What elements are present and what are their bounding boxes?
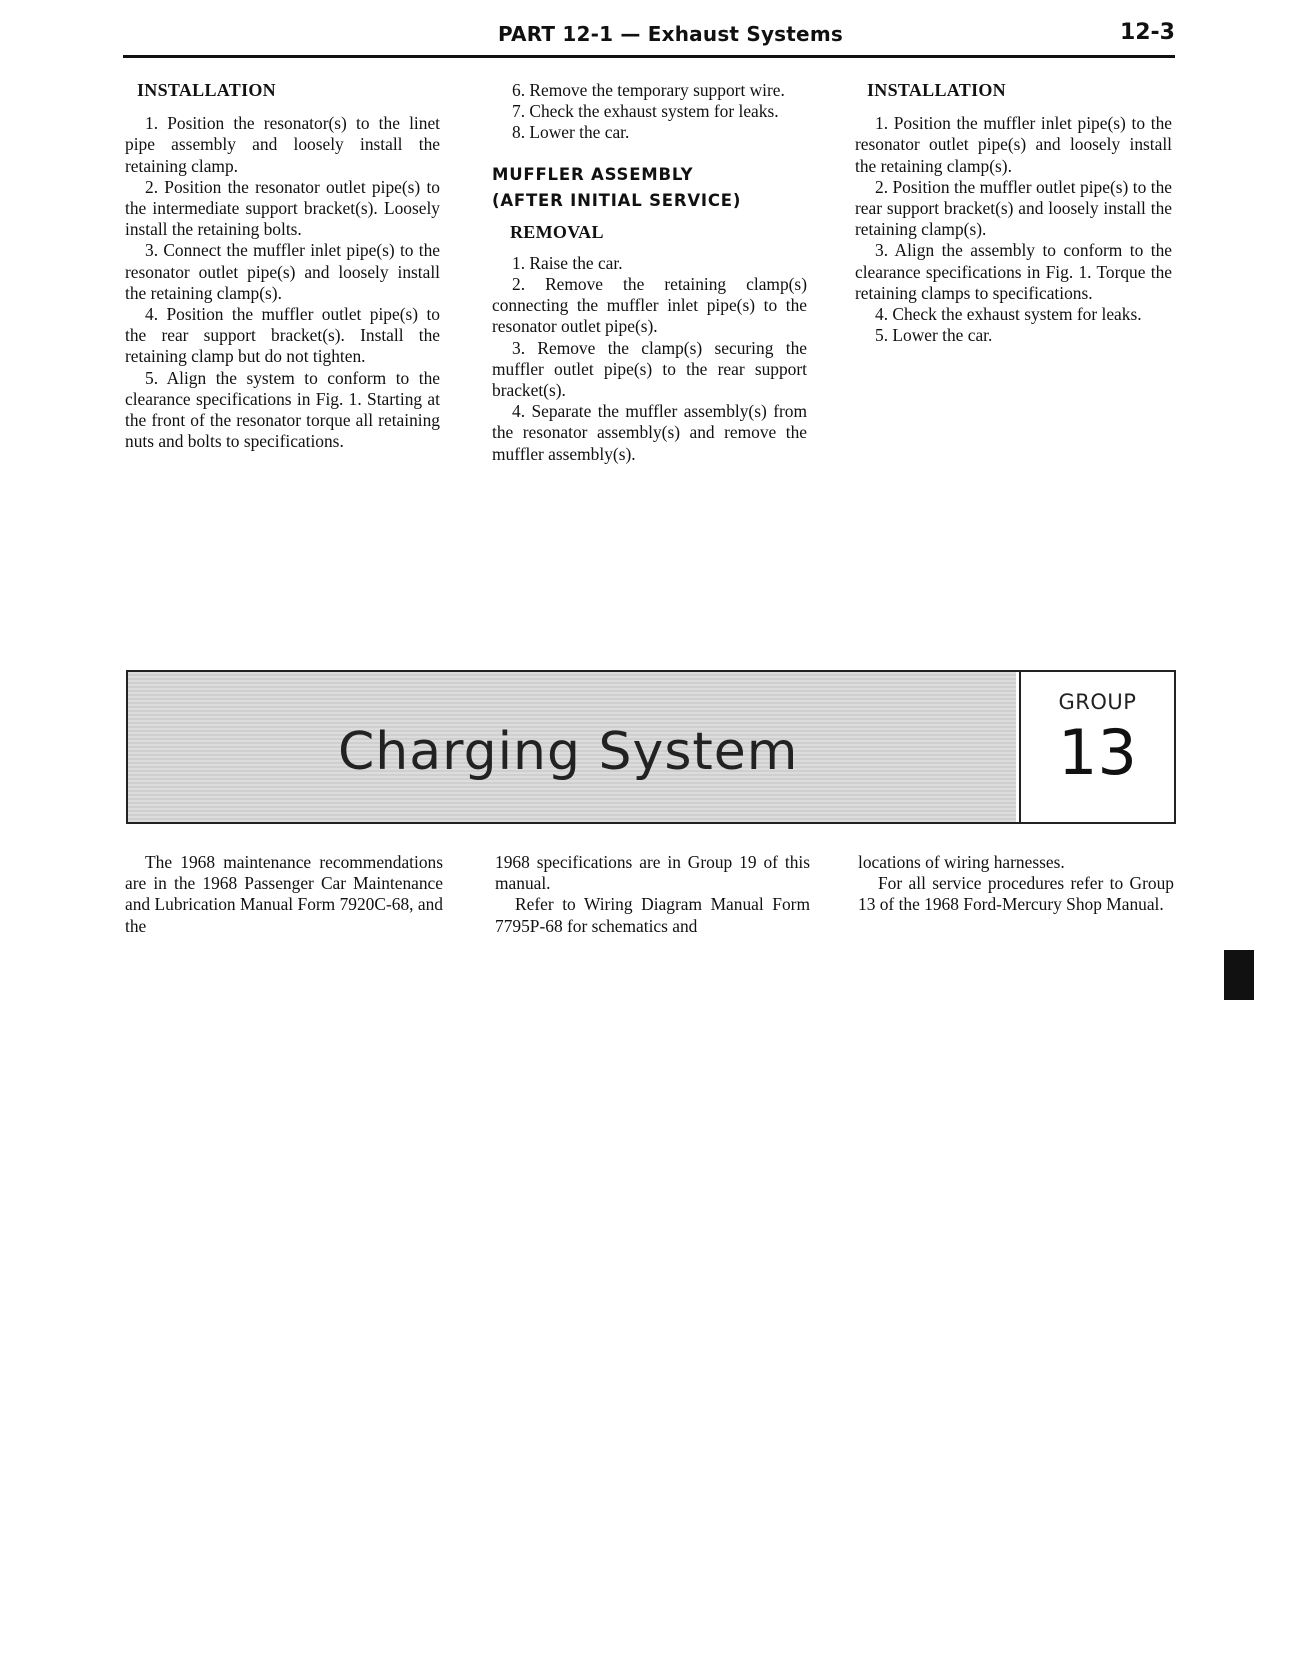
paragraph: 2. Position the resonator outlet pipe(s) to the intermediate support bracket(s). Loosely install the retaining bolts. xyxy=(125,176,440,240)
intro-column-3 xyxy=(858,852,1174,916)
paragraph: 4. Check the exhaust system for leaks. xyxy=(875,304,1142,325)
group-label: GROUP xyxy=(1058,690,1137,714)
paragraph: Refer to Wiring Diagram Manual Form 7795P-68 for schematics and xyxy=(495,894,810,936)
paragraph: 3. Connect the muffler inlet pipe(s) to the resonator outlet pipe(s) and loosely install the retaining clamp(s). xyxy=(125,240,440,303)
section-heading-installation: INSTALLATION xyxy=(867,80,1006,100)
group-banner xyxy=(126,670,1176,824)
paragraph: For all service procedures refer to Group 13 of the 1968 Ford-Mercury Shop Manual. xyxy=(858,873,1174,915)
group-number: 13 xyxy=(1058,716,1137,789)
paragraph: 1. Position the muffler inlet pipe(s) to the resonator outlet pipe(s) and loosely install the retaining clamp(s). xyxy=(855,113,1172,176)
header-rule xyxy=(123,55,1175,58)
group-box xyxy=(1019,672,1174,822)
section-heading-muffler-assembly: MUFFLER ASSEMBLY xyxy=(492,164,694,184)
page-header-title: PART 12-1 — Exhaust Systems xyxy=(498,22,843,46)
paragraph: locations of wiring harnesses. xyxy=(858,852,1065,872)
paragraph: The 1968 maintenance recommendations are in the 1968 Passenger Car Maintenance and Lubrication Manual Form 7920C-68, and the xyxy=(125,852,443,936)
paragraph: 7. Check the exhaust system for leaks. xyxy=(512,101,779,122)
paragraph: 8. Lower the car. xyxy=(512,122,630,143)
section-thumb-tab xyxy=(1224,950,1254,1000)
subheading-removal: REMOVAL xyxy=(510,221,604,242)
paragraph: 4. Separate the muffler assembly(s) from the resonator assembly(s) and remove the muffler assembly(s). xyxy=(492,401,807,464)
section-heading-after-initial-service: (AFTER INITIAL SERVICE) xyxy=(492,190,742,210)
paragraph: 3. Remove the clamp(s) securing the muffler outlet pipe(s) to the rear support bracket(s). xyxy=(492,337,807,401)
paragraph: 6. Remove the temporary support wire. xyxy=(512,80,785,100)
intro-column-1 xyxy=(125,852,443,937)
paragraph: 5. Lower the car. xyxy=(875,325,993,346)
column-installation-resonator xyxy=(125,80,440,452)
paragraph: 3. Align the assembly to conform to the clearance specifications in Fig. 1. Torque the retaining clamps to specifications. xyxy=(855,240,1172,303)
banner-title: Charging System xyxy=(338,722,799,782)
paragraph: 1968 specifications are in Group 19 of this manual. xyxy=(495,852,810,894)
paragraph: 2. Remove the retaining clamp(s) connecting the muffler inlet pipe(s) to the resonator outlet pipe(s). xyxy=(492,274,807,337)
intro-column-2 xyxy=(495,852,810,937)
page-number: 12-3 xyxy=(1119,20,1175,45)
page-header xyxy=(123,18,1175,48)
paragraph: 2. Position the muffler outlet pipe(s) to the rear support bracket(s) and loosely install the retaining clamp(s). xyxy=(855,176,1172,240)
paragraph: 1. Raise the car. xyxy=(512,252,623,273)
column-muffler-removal xyxy=(492,80,807,465)
section-heading-installation: INSTALLATION xyxy=(137,80,276,100)
paragraph: 4. Position the muffler outlet pipe(s) to the rear support bracket(s). Install the retaining clamp but do not tighten. xyxy=(125,304,440,367)
paragraph: 1. Position the resonator(s) to the linet pipe assembly and loosely install the retaining clamp. xyxy=(125,113,440,176)
column-muffler-installation xyxy=(855,80,1172,346)
paragraph: 5. Align the system to conform to the clearance specifications in Fig. 1. Starting at the front of the resonator torque all retaining nuts and bolts to specifications. xyxy=(125,367,440,452)
